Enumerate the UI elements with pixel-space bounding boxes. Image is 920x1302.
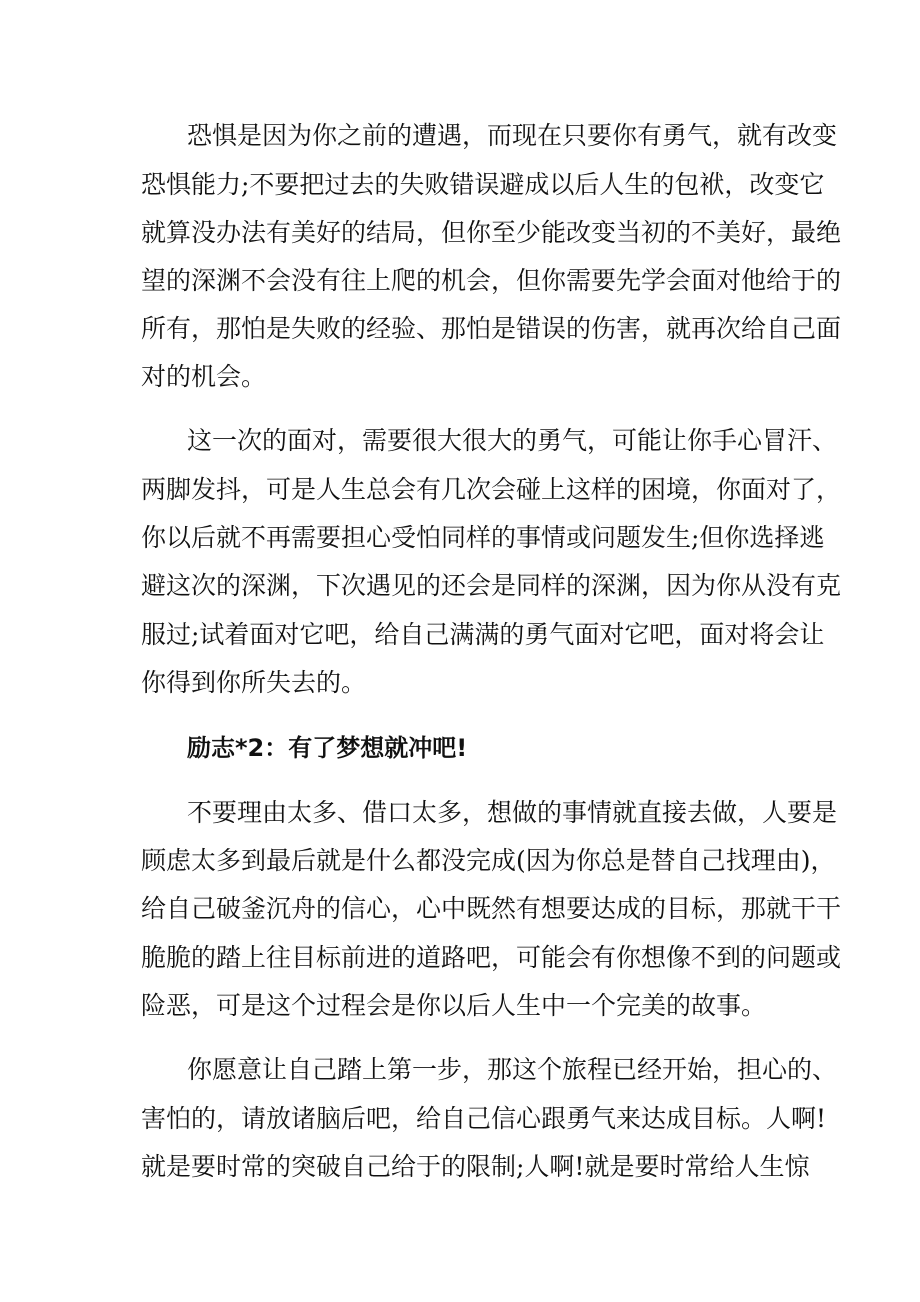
text-line: 害怕的，请放诸脑后吧，给自己信心跟勇气来达成目标。人啊! — [141, 1104, 827, 1133]
text-line: 你得到你所失去的。 — [141, 668, 367, 697]
text-line: 脆脆的踏上往目标前进的道路吧，可能会有你想像不到的问题或 — [141, 943, 842, 972]
text-line: 顾虑太多到最后就是什么都没完成(因为你总是替自己找理由)， — [141, 846, 836, 875]
text-line: 服过;试着面对它吧，给自己满满的勇气面对它吧，面对将会让 — [141, 620, 825, 649]
text-line: 给自己破釜沉舟的信心，心中既然有想要达成的目标，那就干干 — [141, 894, 842, 923]
text-line: 对的机会。 — [141, 362, 267, 391]
text-line: 恐惧是因为你之前的遭遇，而现在只要你有勇气，就有改变 — [187, 121, 838, 150]
text-line: 这一次的面对，需要很大很大的勇气，可能让你手心冒汗、 — [187, 426, 838, 455]
text-line: 所有，那怕是失败的经验、那怕是错误的伤害，就再次给自己面 — [141, 314, 842, 343]
text-line: 险恶，可是这个过程会是你以后人生中一个完美的故事。 — [141, 991, 767, 1020]
text-line: 不要理由太多、借口太多，想做的事情就直接去做，人要是 — [187, 798, 838, 827]
text-line: 两脚发抖，可是人生总会有几次会碰上这样的困境，你面对了， — [141, 475, 842, 504]
text-line: 望的深渊不会没有往上爬的机会，但你需要先学会面对他给于的 — [141, 266, 842, 295]
text-line: 就是要时常的突破自己给于的限制;人啊!就是要时常给人生惊 — [141, 1152, 810, 1181]
text-line: 就算没办法有美好的结局，但你至少能改变当初的不美好，最绝 — [141, 218, 842, 247]
text-line: 恐惧能力;不要把过去的失败错误避成以后人生的包袱，改变它 — [141, 170, 825, 199]
section-heading: 励志*2：有了梦想就冲吧! — [187, 734, 468, 762]
text-line: 你以后就不再需要担心受怕同样的事情或问题发生;但你选择逃 — [141, 523, 825, 552]
text-line: 你愿意让自己踏上第一步，那这个旅程已经开始，担心的、 — [187, 1055, 838, 1084]
text-line: 避这次的深渊，下次遇见的还会是同样的深渊，因为你从没有克 — [141, 571, 842, 600]
